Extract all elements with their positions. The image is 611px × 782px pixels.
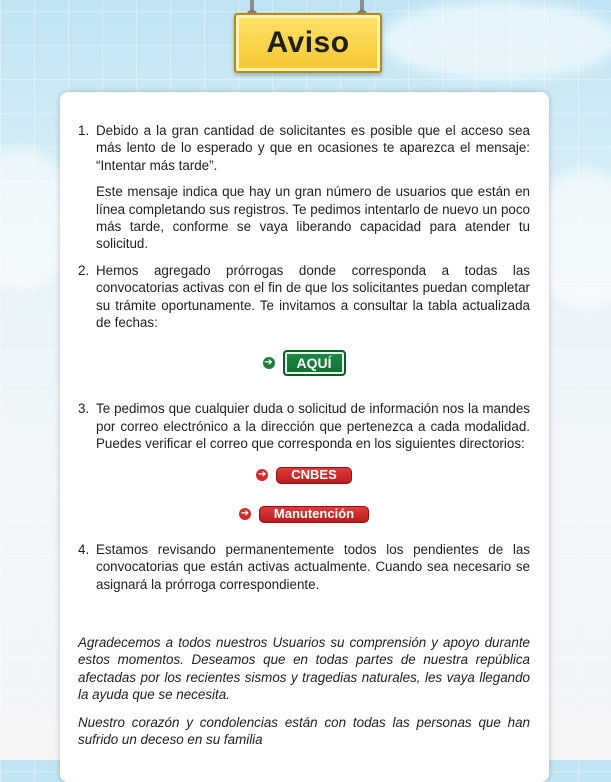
list-item [78, 541, 530, 593]
list-item [78, 122, 530, 253]
item-number: 2. [78, 262, 90, 278]
manutencion-row [78, 506, 530, 523]
item-number: 4. [78, 541, 90, 557]
arrow-right-icon: ➔ [240, 508, 250, 520]
notice-card [60, 92, 549, 782]
arrow-right-icon: ➔ [258, 469, 267, 481]
item-number: 1. [78, 123, 90, 138]
notice-list [78, 400, 530, 452]
notice-list [78, 541, 530, 593]
item-text: Este mensaje indica que hay un gran número de usuarios que están en línea completando sus registros. Te pedimos intentarlo de nuevo un poco más tarde, conforme se vaya liberando capacidad para atender tu solicitud. [96, 184, 530, 252]
manutencion-button[interactable]: Manutención [259, 506, 369, 523]
sign-chain-left [250, 0, 254, 14]
item-text: Estamos revisando permanentemente todos los pendientes de las convocatorias que están activas actualmente. Cuando sea necesario se asignará la prórroga correspondiente. [96, 541, 530, 592]
sign-board [234, 13, 382, 73]
sign-title: Aviso [266, 26, 350, 59]
item-text: Hemos agregado prórrogas donde corresponda a todas las convocatorias activas con el fin de que los solicitantes puedan completar su trámite oportunamente. Te invitamos a consultar la tabla actualizada de fechas: [96, 262, 530, 331]
aqui-row [78, 350, 530, 376]
notice-sign [232, 0, 382, 75]
cnbes-row [78, 467, 530, 484]
item-number: 3. [78, 401, 90, 417]
closing-text: Agradecemos a todos nuestros Usuarios su comprensión y apoyo durante estos momentos. Deseamos que en todas partes de nuestra república afectadas por los recientes sismos y tragedias naturales, les vaya llegando la ayuda que se necesita. [78, 634, 530, 703]
item-text: Te pedimos que cualquier duda o solicitud de información nos la mandes por correo electrónico a la dirección que pertenezca a cada modalidad. Puedes verificar el correo que corresponda en los siguientes directorios: [96, 401, 530, 452]
closing-text: Nuestro corazón y condolencias están con todas las personas que han sufrido un deceso en su familia [78, 714, 530, 747]
notice-content [78, 122, 530, 757]
sign-chain-right [360, 0, 364, 14]
aqui-button[interactable]: AQUÍ [283, 350, 346, 376]
list-item [78, 262, 530, 332]
background-cloud [380, 0, 611, 80]
cnbes-button[interactable]: CNBES [276, 467, 352, 484]
list-item [78, 400, 530, 452]
arrow-right-icon: ➔ [264, 357, 273, 369]
item-text: Debido a la gran cantidad de solicitantes es posible que el acceso sea más lento de lo esperado y que en ocasiones te aparezca el mensaje: “Intentar más tarde”. [96, 123, 530, 173]
notice-list [78, 122, 530, 331]
